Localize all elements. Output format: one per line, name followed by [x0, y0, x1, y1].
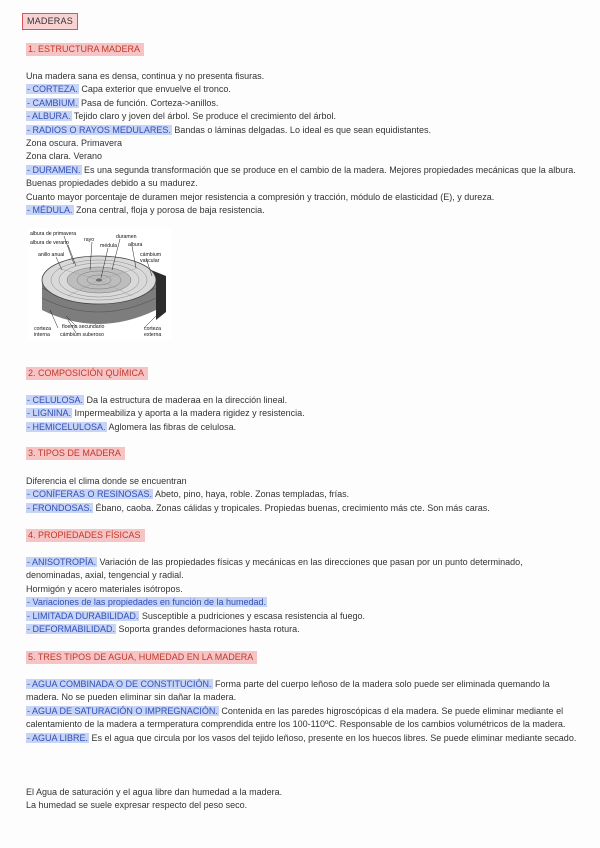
paragraph	[26, 596, 578, 609]
paragraph: - ANISOTROPÍA. Variación de las propiedades físicas y mecánicas en las direcciones que pasan por un punto determinado, denominadas, axial, tengencial y radial.	[26, 557, 523, 581]
diagram-label: corteza	[34, 326, 52, 332]
paragraph: Cuanto mayor porcentaje de duramen mejor resistencia a compresión y tracción, módulo de elasticidad (E), y dureza.	[26, 191, 495, 202]
term-highlight: - ANISOTROPÍA.	[27, 557, 97, 567]
paragraph: Zona clara. Verano	[26, 151, 103, 162]
paragraph: - AGUA LIBRE. Es el agua que circula por los vasos del tejido leñoso, presente en los huecos libres. Se puede eliminar mediante secado.	[27, 732, 577, 743]
paragraph: - AGUA COMBINADA O DE CONSTITUCIÓN. Forma parte del cuerpo leñoso de la madera solo puede ser eliminada quemando la madera. No se pueden eliminar sin dañar la madera.	[26, 679, 550, 703]
term-highlight: - DURAMEN.	[27, 164, 81, 175]
paragraph: - RADIOS O RAYOS MEDULARES. Bandas o láminas delgadas. Lo ideal es que sean equidistantes.	[27, 124, 432, 135]
term-highlight: - MÉDULA.	[27, 205, 73, 216]
term-highlight: - HEMICELULOSA.	[27, 421, 106, 432]
paragraph: - LIMITADA DURABILIDAD. Susceptible a pudriciones y escasa resistencia al fuego.	[27, 610, 365, 621]
paragraph: - ALBURA. Tejido claro y joven del árbol. Se produce el crecimiento del árbol.	[27, 111, 336, 122]
section-2-heading: 2. COMPOSICIÓN QUÍMICA	[26, 367, 578, 380]
term-highlight: - AGUA COMBINADA O DE CONSTITUCIÓN.	[27, 679, 212, 689]
term-highlight: - Variaciones de las propiedades en función de la humedad.	[27, 597, 266, 608]
diagram-label: albura de verano	[30, 240, 69, 246]
term-highlight: - CELULOSA.	[27, 395, 84, 405]
document-title: MADERAS	[22, 13, 78, 30]
section-4-body	[26, 556, 578, 636]
section-5-body	[26, 678, 578, 745]
paragraph: El Agua de saturación y el agua libre dan humedad a la madera.	[26, 787, 283, 797]
term-highlight: - DEFORMABILIDAD.	[27, 624, 116, 635]
term-highlight: - LIGNINA.	[27, 408, 72, 419]
paragraph: - HEMICELULOSA. Aglomera las fibras de celulosa.	[27, 421, 237, 432]
term-highlight: - ALBURA.	[27, 111, 71, 122]
diagram-label: cámbium	[140, 252, 162, 258]
diagram-label: médula	[100, 243, 118, 249]
diagram-label: albura	[128, 242, 143, 248]
section-1-body	[26, 70, 578, 217]
diagram-label: floema secundario	[62, 324, 105, 330]
diagram-label: interna	[34, 332, 50, 338]
paragraph: - MÉDULA. Zona central, floja y porosa de baja resistencia.	[27, 205, 265, 216]
diagram-label: cámbium suberoso	[60, 332, 104, 338]
tree-trunk-diagram	[28, 228, 171, 341]
paragraph: - CAMBIUM. Pasa de función. Corteza->anillos.	[27, 97, 219, 108]
paragraph: Hormigón y acero materiales isótropos.	[26, 583, 183, 594]
paragraph: La humedad se suele expresar respecto del peso seco.	[26, 800, 248, 811]
paragraph: - CORTEZA. Capa exterior que envuelve el tronco.	[27, 84, 231, 95]
paragraph: Una madera sana es densa, continua y no presenta fisuras.	[26, 71, 265, 81]
term-highlight: - AGUA LIBRE.	[27, 732, 89, 743]
paragraph: - CONÍFERAS O RESINOSAS. Abeto, pino, haya, roble. Zonas templadas, frías.	[27, 489, 350, 500]
section-3-body	[26, 475, 578, 515]
paragraph: - LIGNINA. Impermeabiliza y aporta a la madera rigidez y resistencia.	[27, 408, 305, 419]
term-highlight: - RADIOS O RAYOS MEDULARES.	[27, 124, 171, 135]
term-highlight: - AGUA DE SATURACIÓN O IMPREGNACIÓN.	[27, 705, 218, 716]
paragraph: - AGUA DE SATURACIÓN O IMPREGNACIÓN. Contenida en las paredes higroscópicas d ela madera. Se puede eliminar mediante el calentamiento de la madera a termperatura comprendida entre los 100-110ºC. Responsable de los cambios volumétricos de la madera.	[26, 705, 566, 730]
section-2-body	[26, 394, 578, 434]
section-5-heading: 5. TRES TIPOS DE AGUA, HUMEDAD EN LA MADERA	[26, 651, 578, 664]
diagram-label: corteza	[144, 326, 162, 332]
diagram-label: anillo anual	[38, 252, 65, 258]
diagram-label: vascular	[140, 258, 160, 264]
term-highlight: - FRONDOSAS.	[27, 502, 93, 513]
paragraph: - CELULOSA. Da la estructura de maderaa en la dirección lineal.	[27, 395, 288, 405]
section-4-heading: 4. PROPIEDADES FÍSICAS	[26, 529, 578, 542]
term-highlight: - CONÍFERAS O RESINOSAS.	[27, 489, 153, 500]
paragraph: - DURAMEN. Es una segunda transformación que se produce en el cambio de la madera. Mejores propiedades mecánicas que la albura. Buenas propiedades debido a su madurez.	[26, 164, 576, 189]
diagram-label: rayo	[84, 237, 95, 243]
section-1-heading: 1. ESTRUCTURA MADERA	[26, 43, 578, 56]
paragraph: Zona oscura. Primavera	[26, 138, 123, 149]
diagram-label: albura de primavera	[30, 231, 77, 237]
term-highlight: - LIMITADA DURABILIDAD.	[27, 610, 139, 621]
diagram-label: duramen	[116, 234, 137, 240]
term-highlight: - CORTEZA.	[27, 84, 78, 95]
paragraph: - FRONDOSAS. Ébano, caoba. Zonas cálidas y tropicales. Propiedas buenas, crecimiento más cte. Son más caras.	[27, 502, 490, 513]
section-5-summary	[26, 786, 578, 813]
paragraph: - DEFORMABILIDAD. Soporta grandes deformaciones hasta rotura.	[27, 624, 300, 635]
section-3-heading: 3. TIPOS DE MADERA	[26, 447, 578, 460]
term-highlight: - CAMBIUM.	[27, 97, 78, 108]
diagram-label: externa	[144, 332, 162, 338]
paragraph: Diferencia el clima donde se encuentran	[26, 476, 187, 486]
